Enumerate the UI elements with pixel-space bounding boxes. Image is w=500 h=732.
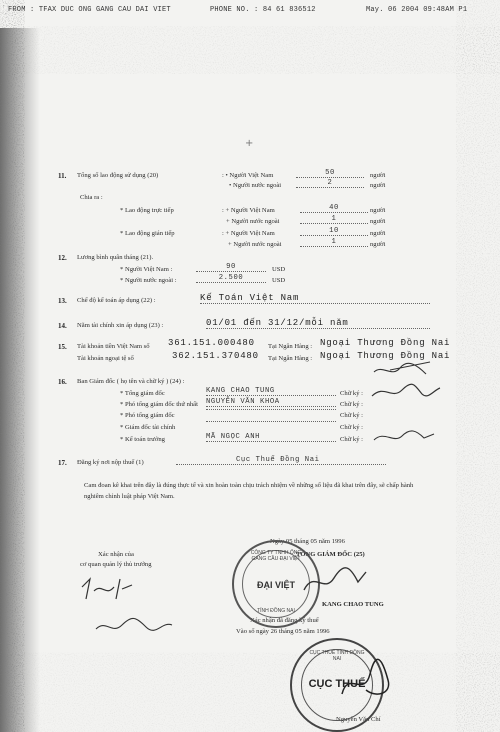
svg-text:+: +: [245, 138, 254, 149]
s12-currency-2: USD: [272, 277, 286, 284]
company-stamp-center: ĐẠI VIỆT: [256, 580, 295, 590]
company-stamp-bottom: TỈNH ĐỒNG NAI: [257, 608, 295, 614]
tax-signature: [336, 650, 396, 710]
s13-number: 13.: [58, 297, 67, 305]
s11-indirect-vn-label: : + Người Việt Nam: [222, 230, 275, 237]
s11-title: Tổng số lao động sử dụng (20): [77, 172, 159, 179]
s16-sign-label-3: Chữ ký :: [340, 412, 363, 419]
signature-officer: [96, 618, 172, 630]
s17-number: 17.: [58, 459, 67, 467]
s11-unit-5: người: [370, 230, 386, 237]
s16-title: Ban Giám đốc ( họ tên và chữ ký ) (24) :: [77, 378, 185, 385]
s16-sign-label-4: Chữ ký :: [340, 424, 363, 431]
s11-direct-foreign-label: + Người nước ngoài: [226, 218, 280, 225]
s16-sign-label-1: Chữ ký :: [340, 390, 363, 397]
s12-vn-value: 90: [196, 263, 266, 272]
s11-direct-vn-value: 40: [300, 204, 368, 213]
s15-vnd-bank: Ngoại Thương Đồng Nai: [320, 338, 451, 348]
tax-date: Vào số ngày 26 tháng 05 năm 1996: [236, 628, 330, 635]
s12-title: Lương bình quân tháng (21).: [77, 254, 154, 261]
commitment-text: Cam đoan kê khai trên đây là đúng thực tế và xin hoàn toàn chịu trách nhiệm về những số liệu đã khai trên đây, sẽ chấp hành nghiêm chỉnh luật pháp Việt Nam.: [84, 482, 414, 500]
s13-title: Chế độ kế toán áp dụng (22) :: [77, 297, 156, 304]
fax-phone: [210, 6, 316, 14]
s16-name-3: [206, 409, 336, 410]
s16-name-2: NGUYỄN VĂN KHOA: [206, 398, 336, 407]
confirm-left-1: Xác nhận của: [98, 551, 134, 558]
confirm-left-2: cơ quan quản lý thủ trưởng: [80, 561, 152, 568]
s17-title: Đăng ký nơi nộp thuế (1): [77, 459, 144, 466]
s16-sign-label-2: Chữ ký :: [340, 401, 363, 408]
s16-role-5: * Kế toán trưởng: [120, 436, 165, 443]
s12-vn-label: * Người Việt Nam :: [120, 266, 173, 273]
s11-direct-label: * Lao động trực tiếp: [120, 207, 174, 214]
s11-chia-ra: Chia ra :: [80, 194, 103, 201]
s14-number: 14.: [58, 322, 67, 330]
fax-header: [8, 6, 171, 14]
s12-foreign-label: * Người nước ngoài :: [120, 277, 177, 284]
director-signature: [300, 560, 380, 600]
s11-indirect-foreign-value: 1: [300, 238, 368, 247]
s11-unit-4: người: [370, 218, 386, 225]
s12-currency-1: USD: [272, 266, 286, 273]
s16-role-4: * Giám đốc tài chính: [120, 424, 176, 431]
footer-date: Ngày 05 tháng 05 năm 1996: [270, 538, 345, 545]
s16-signatures: [370, 360, 450, 450]
s11-indirect-vn-value: 10: [300, 227, 368, 236]
signature-ktt: [374, 431, 434, 440]
s15-fx-account: 362.151.370480: [172, 351, 259, 361]
fax-sender: TFAX DUC ONG GANG CAU DAI VIET: [38, 6, 171, 14]
s15-vnd-bank-label: Tại Ngân Hàng :: [268, 343, 313, 350]
s15-number: 15.: [58, 343, 67, 351]
s11-unit-6: người: [370, 241, 386, 248]
tax-stamp-ring: CỤC THUẾ TỈNH ĐỒNG NAI: [309, 650, 365, 662]
s11-unit-1: người: [370, 172, 386, 179]
fax-phone-label: PHONE NO. :: [210, 6, 259, 14]
s15-vnd-account: 361.151.000480: [168, 338, 255, 348]
s15-vnd-label: Tài khoản tiền Việt Nam số: [77, 343, 150, 350]
s11-indirect-label: * Lao động gián tiếp: [120, 230, 175, 237]
s12-number: 12.: [58, 254, 67, 262]
s16-name-4: [206, 421, 336, 422]
s15-fx-bank-label: Tại Ngân Hàng :: [268, 355, 313, 362]
signature-tgd: [374, 362, 430, 374]
fax-phone-number: 84 61 836512: [262, 6, 316, 14]
s11-number: 11.: [58, 172, 67, 180]
s14-value: 01/01 đến 31/12/mỗi năm: [206, 318, 430, 329]
s11-indirect-foreign-label: + Người nước ngoài: [228, 241, 282, 248]
s14-title: Năm tài chính xin áp dụng (23) :: [77, 322, 164, 329]
s12-foreign-value: 2.500: [196, 274, 266, 283]
s11-unit-2: người: [370, 182, 386, 189]
s15-fx-bank: Ngoại Thương Đồng Nai: [320, 351, 451, 361]
s11-unit-3: người: [370, 207, 386, 214]
s16-role-2: * Phó tổng giám đốc thứ nhất: [120, 401, 198, 408]
s11-direct-vn-label: : + Người Việt Nam: [222, 207, 275, 214]
s16-name-5: MÃ NGỌC ANH: [206, 433, 336, 442]
s15-fx-label: Tài khoản ngoại tệ số: [77, 355, 134, 362]
fax-timestamp: May. 06 2004 09:48AM P1: [366, 6, 468, 14]
s11-vn-label: : • Người Việt Nam: [222, 172, 274, 179]
s16-role-1: * Tổng giám đốc: [120, 390, 165, 397]
s16-role-3: * Phó tổng giám đốc: [120, 412, 175, 419]
s11-direct-foreign-value: 1: [300, 215, 368, 224]
s11-vn-value: 50: [296, 169, 364, 178]
s16-name-1: KANG CHAO TUNG: [206, 387, 336, 396]
s16-sign-label-5: Chữ ký :: [340, 436, 363, 443]
s16-number: 16.: [58, 378, 67, 386]
s13-value: Kế Toán Việt Nam: [200, 293, 430, 304]
s11-foreign-label: • Người nước ngoài: [229, 182, 282, 189]
company-stamp-ring: CÔNG TY TNHH ỐNG GANG CẦU ĐẠI VIỆT: [250, 550, 302, 562]
left-signatures: [76, 575, 216, 645]
signature-ptgd: [372, 384, 440, 396]
director-name: KANG CHAO TUNG: [322, 601, 384, 608]
tax-signer-name: Nguyễn Văn Chí: [336, 716, 381, 723]
fax-from-label: FROM :: [8, 6, 35, 14]
director-title: TỔNG GIÁM ĐỐC (25): [296, 551, 365, 558]
tax-confirm: Xác nhận đã đăng ký thuế: [250, 617, 319, 624]
signature-authority: [82, 579, 132, 599]
tax-stamp-center: CỤC THUẾ: [308, 678, 366, 690]
s17-value: Cục Thuế Đồng Nai: [176, 456, 386, 465]
s11-foreign-value: 2: [296, 179, 364, 188]
